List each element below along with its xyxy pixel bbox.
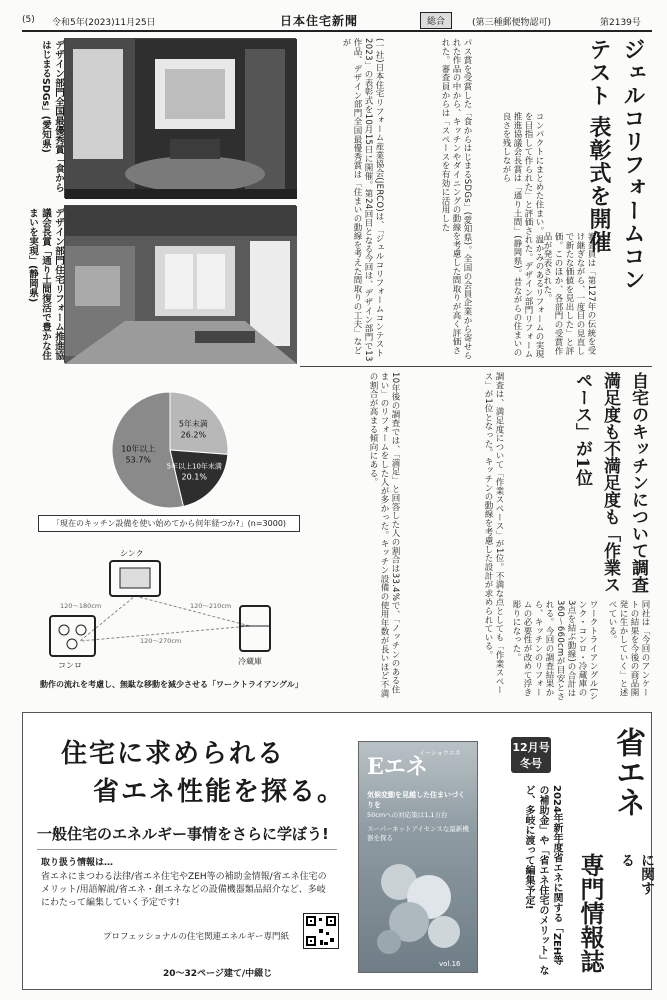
pie-value-1: 20.1% — [181, 472, 207, 482]
article-body-col-3: コンパクトにまとめた住まい。温かみのあるリフォームの実現を目指して作られた」と評価された。デザイン部門リフォーム推進協議会長賞は「通り土間」(静岡県)。昔ながらの住まいの良さを残しながら — [501, 112, 544, 359]
magazine-logo: Eエネ — [367, 754, 428, 780]
page-number: (5) — [22, 15, 35, 25]
pie-svg — [40, 388, 300, 513]
ad-rule — [37, 849, 337, 850]
magazine-cover[interactable] — [358, 741, 478, 973]
sink-label: シンク — [120, 549, 144, 558]
cover-topic-3: スーパーネットアイセンスな最新機器を探る — [367, 825, 469, 842]
qr-code[interactable] — [303, 913, 339, 949]
cover-topic-2: 50cmへの対応策は1,1万台 — [367, 811, 448, 819]
cover-topic-1: 気候変動を見越した住まいづくりを — [367, 791, 465, 809]
stove-label: コンロ — [58, 661, 82, 670]
advertisement — [22, 712, 655, 990]
pie-label-1: 5年以上10年未満 — [166, 462, 222, 471]
pie-title: 「現在のキッチン設備を使い始めてから何年経つか?」(n=3000) — [38, 515, 300, 532]
page-header — [22, 10, 652, 32]
badge-season: 冬号 — [520, 757, 542, 770]
work-triangle-diagram — [40, 546, 300, 686]
ad-side-text: 2024年新年度省エネに関する「ZEH等の補助金」や「省エネ住宅のメリット」など、多岐に渡って編集予定! — [523, 785, 562, 975]
badge-month: 12月号 — [512, 741, 550, 754]
ad-contents-label: 取り扱う情報は… — [41, 858, 114, 868]
distance-1: 120〜180cm — [60, 602, 102, 610]
survey-body-col-2: 調査は、満足度について「作業スペース」が1位。不満な点としても「作業スペース」が1位となった。キッチンの動線を考慮した設計が求められている。 — [483, 372, 504, 695]
magazine-ruby: イーショウエネ — [419, 750, 461, 757]
survey-body-col-3: ワークトライアングル(シンク・コンロ・冷蔵庫の3点を結ぶ動線)の合計は360〜660cmが目安とされる。今回の調査結果から、キッチンのリフォームの必要性が改めて浮き彫りになった。 — [511, 600, 598, 701]
ad-tagline: プロフェッショナルの住宅関連エネルギー専門紙 — [103, 932, 289, 942]
article-body-col-4: 審査員は「第127年の伝統を受け継ぎながら、一度目の見直しで新たな価値を見出した」と評価。このほか、各部門の受賞作品が発表された。 — [542, 232, 596, 356]
newspaper-name: 日本住宅新聞 — [280, 14, 359, 28]
survey-body-col-1: 10年後の調査では、「満足」と回答した人の割合は33.4%で、「ノッチンのある住まい」のリフォームをした人が多かった。キッチン設備の使用年数が長いほど不満の割合が高まる傾向にある。 — [368, 372, 400, 698]
distance-2: 120〜210cm — [190, 602, 232, 610]
pie-value-0: 26.2% — [180, 430, 207, 440]
ad-big-title-2: に関する — [619, 853, 655, 895]
section-divider — [300, 366, 652, 367]
pie-label-2: 10年以上 — [121, 444, 156, 454]
ad-contents: 省エネにまつわる法律/省エネ住宅やZEH等の補助金情報/省エネ住宅のメリット/用語解説/省エネ・創エネなどの設備機器類品紹介など、多岐にわたって編集していく予定です! — [41, 872, 327, 908]
section-label: 総合 — [420, 12, 452, 29]
ad-pages: 20〜32ページ建て/中綴じ — [163, 969, 273, 979]
article-headline: ジェルコリフォームコンテスト 表彰式を開催 — [586, 38, 646, 291]
ad-subhead: 一般住宅のエネルギー事情をさらに学ぼう! — [37, 825, 329, 843]
mail-class: (第三種郵便物認可) — [472, 18, 552, 28]
issue-date: 令和5年(2023)11月25日 — [52, 18, 156, 28]
pie-value-2: 53.7% — [125, 455, 152, 465]
issue-badge — [511, 737, 551, 773]
cover-flower-image — [369, 852, 469, 957]
ad-big-title-1: 省エネ — [610, 727, 645, 817]
distance-3: 120〜270cm — [140, 637, 182, 645]
fridge-label: 冷蔵庫 — [238, 657, 262, 666]
photo-2-caption: デザイン部門住宅リフォーム推進協議会長賞「通り土間復活で豊かな住まいを実現」(静岡県) — [27, 208, 64, 360]
ad-line-2: 省エネ性能を探る。 — [93, 777, 346, 807]
pie-label-0: 5年未満 — [178, 419, 208, 429]
survey-pie-chart — [40, 388, 300, 513]
article-body-col-1: (一社)日本住宅リフォーム産業協会(JERCO)は、「ジェルコリフォームコンテスト2023」の表彰式を10月15日に開催。第24回目となる今回は、デザイン部門で13作品、デザイン部門全国最優秀賞は「住まいの動線を考えた間取りの工夫」などが — [341, 38, 384, 362]
article-photo-2 — [64, 205, 296, 363]
article-body-col-2: パス賞を受賞した「食からはじまるSDGs」(愛知県)。全国の会員企業から寄せられた作品の中から、キッチンやダイニングの動線を考慮した間取りが高く評価された。審査員からは「スペースを有効に活用した — [440, 38, 472, 360]
issue-number: 第2139号 — [600, 18, 641, 28]
photo-1-caption: デザイン部門全国最優秀賞「食からはじまるSDGs」(愛知県) — [40, 40, 64, 192]
ad-line-1: 住宅に求められる — [61, 739, 286, 769]
survey-body-col-4: 同社は「今回のアンケートの結果を今後の商品開発に生かしていく」と述べている。 — [607, 600, 650, 697]
diagram-caption: 動作の流れを考慮し、無駄な移動を減少させる「ワークトライアングル」 — [40, 680, 303, 689]
article-photo-1 — [64, 38, 296, 198]
cover-vol: vol.16 — [439, 960, 461, 968]
ad-big-title-3: 専門情報誌 — [576, 853, 605, 973]
survey-headline: 自宅のキッチンについて調査 満足度も不満足度も「作業スペース」が1位 — [572, 372, 648, 593]
